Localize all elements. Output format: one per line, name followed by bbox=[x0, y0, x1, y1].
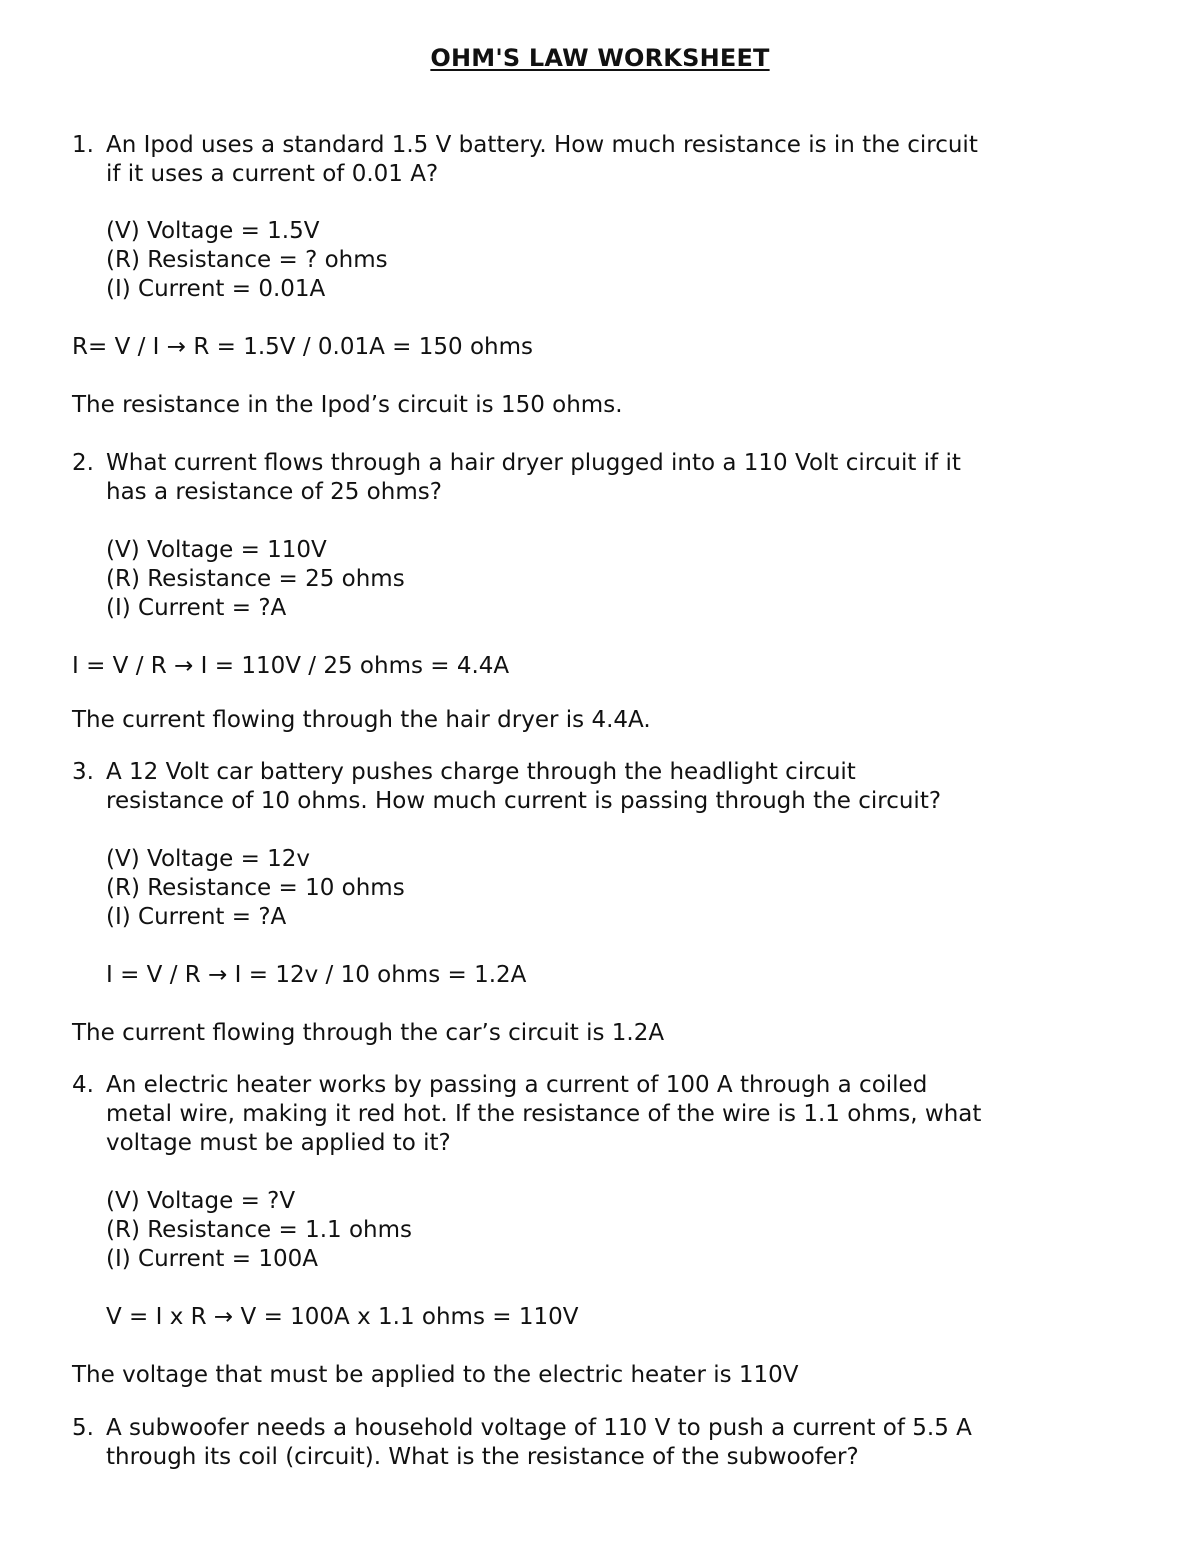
q4-answer: The voltage that must be applied to the electric heater is 110V bbox=[72, 1362, 799, 1388]
q2-given-resistance: (R) Resistance = 25 ohms bbox=[106, 566, 405, 592]
question-3-number: 3. bbox=[72, 759, 94, 785]
question-line: What current flows through a hair dryer plugged into a 110 Volt circuit if it bbox=[106, 450, 961, 476]
page-title: OHM'S LAW WORKSHEET bbox=[430, 44, 770, 72]
question-line: A subwoofer needs a household voltage of 110 V to push a current of 5.5 A bbox=[106, 1415, 972, 1441]
question-line: metal wire, making it red hot. If the resistance of the wire is 1.1 ohms, what bbox=[106, 1101, 982, 1127]
q1-given-current: (I) Current = 0.01A bbox=[106, 276, 326, 302]
question-line: An Ipod uses a standard 1.5 V battery. How much resistance is in the circuit bbox=[106, 132, 978, 158]
question-1-text bbox=[106, 131, 1146, 189]
question-line: through its coil (circuit). What is the resistance of the subwoofer? bbox=[106, 1444, 859, 1470]
question-line: if it uses a current of 0.01 A? bbox=[106, 161, 439, 187]
question-line: has a resistance of 25 ohms? bbox=[106, 479, 442, 505]
question-1-number: 1. bbox=[72, 132, 94, 158]
question-3-text bbox=[106, 758, 1146, 816]
q3-given-current: (I) Current = ?A bbox=[106, 904, 287, 930]
question-2-text bbox=[106, 449, 1146, 507]
q3-given-voltage: (V) Voltage = 12v bbox=[106, 846, 311, 872]
q1-given-voltage: (V) Voltage = 1.5V bbox=[106, 218, 320, 244]
q4-formula: V = I x R → V = 100A x 1.1 ohms = 110V bbox=[106, 1304, 579, 1330]
question-line: A 12 Volt car battery pushes charge through the headlight circuit bbox=[106, 759, 856, 785]
question-5-number: 5. bbox=[72, 1415, 94, 1441]
q2-given-voltage: (V) Voltage = 110V bbox=[106, 537, 327, 563]
q3-answer: The current flowing through the car’s circuit is 1.2A bbox=[72, 1020, 665, 1046]
q2-given-current: (I) Current = ?A bbox=[106, 595, 287, 621]
q3-given-resistance: (R) Resistance = 10 ohms bbox=[106, 875, 405, 901]
question-line: resistance of 10 ohms. How much current is passing through the circuit? bbox=[106, 788, 942, 814]
q2-formula: I = V / R → I = 110V / 25 ohms = 4.4A bbox=[72, 653, 510, 679]
q1-formula: R= V / I → R = 1.5V / 0.01A = 150 ohms bbox=[72, 334, 533, 360]
question-4-text bbox=[106, 1071, 1146, 1158]
question-4-number: 4. bbox=[72, 1072, 94, 1098]
q4-given-current: (I) Current = 100A bbox=[106, 1246, 318, 1272]
q1-given-resistance: (R) Resistance = ? ohms bbox=[106, 247, 388, 273]
q4-given-voltage: (V) Voltage = ?V bbox=[106, 1188, 296, 1214]
q4-given-resistance: (R) Resistance = 1.1 ohms bbox=[106, 1217, 412, 1243]
q2-answer: The current flowing through the hair dryer is 4.4A. bbox=[72, 707, 651, 733]
question-5-text bbox=[106, 1414, 1146, 1472]
question-line: An electric heater works by passing a current of 100 A through a coiled bbox=[106, 1072, 928, 1098]
question-line: voltage must be applied to it? bbox=[106, 1130, 451, 1156]
q1-answer: The resistance in the Ipod’s circuit is 150 ohms. bbox=[72, 392, 623, 418]
question-2-number: 2. bbox=[72, 450, 94, 476]
q3-formula: I = V / R → I = 12v / 10 ohms = 1.2A bbox=[106, 962, 527, 988]
